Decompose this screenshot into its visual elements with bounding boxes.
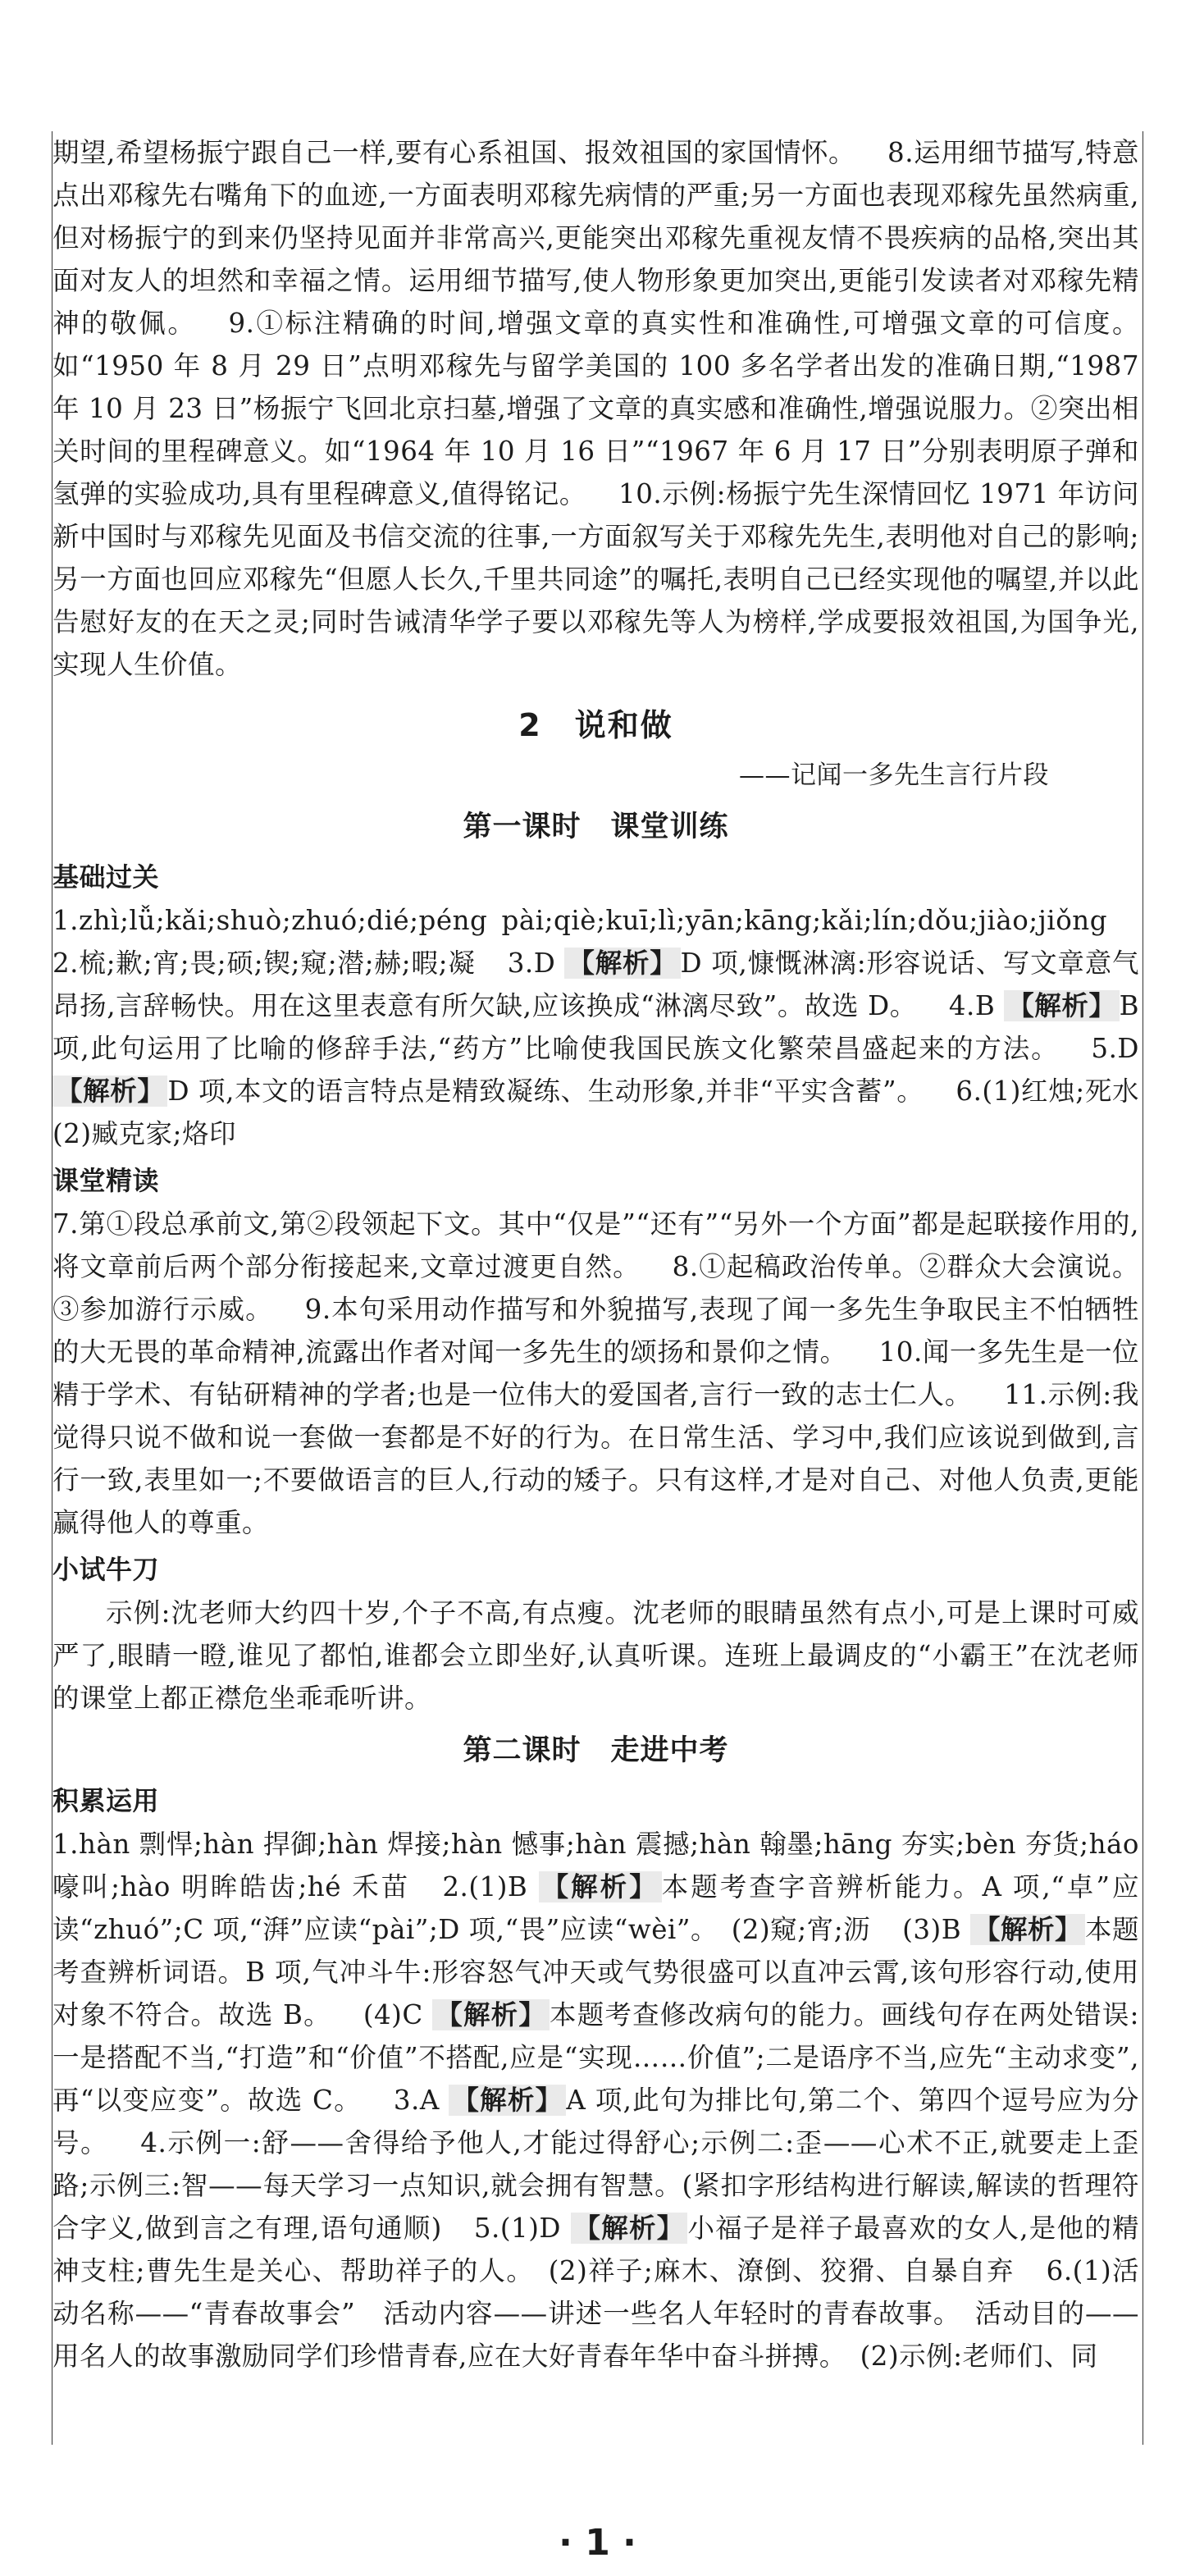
chapter-subtitle: ——记闻一多先生言行片段	[739, 760, 1049, 790]
analysis-tag: 【解析】	[571, 2213, 688, 2244]
basics-answers: 1.zhì;lǚ;kǎi;shuò;zhuó;dié;péng pài;qiè;kuī;lì;yān;kāng;kǎi;lín;dǒu;jiào;jiǒng2.梳;歉;宵;畏;硕;锲;窥;潜;赫;暇;凝 3.D 【解析】 D 项,慷慨淋漓:形容说话、写文章意气昂扬,言辞畅快。用在这里表意有所欠缺,应该换成“淋漓尽致”。故选 D。 4.B 【解析】 B 项,此句运用了比喻的修辞手法,“药方”比喻使我国民族文化繁荣昌盛起来的方法。 5.D 【解析】 D 项,本文的语言特点是精致凝练、生动形象,并非“平实含蓄”。 6.(1)红烛;死水 (2)臧克家;烙印	[52, 905, 1167, 1149]
practice-heading: 小试牛刀	[52, 1554, 160, 1585]
analysis-tag: 【解析】	[970, 1914, 1085, 1945]
lesson1-title: 第一课时 课堂训练	[463, 811, 729, 843]
basics-heading: 基础过关	[52, 861, 160, 893]
analysis-tag: 【解析】	[539, 1871, 662, 1902]
analysis-tag: 【解析】	[52, 1076, 167, 1107]
accumulate-answers: 1.hàn 剽悍;hàn 捍御;hàn 焊接;hàn 憾事;hàn 震撼;hàn 翰墨;hāng 夯实;bèn 夯货;háo 嚎叫;hào 明眸皓齿;hé 禾苗 2.(1)B 【解析】 本题考查字音辨析能力。A 项,“卓”应读“zhuó”;C 项,“湃”应读“pài”;D 项,“畏”应读“wèi”。 (2)窥;宵;沥 (3)B 【解析】 本题考查辨析词语。B 项,气冲斗牛:形容怒气冲天或气势很盛可以直冲云霄,该句形容行动,使用对象不符合。故选 B。 (4)C 【解析】 本题考查修改病句的能力。画线句存在两处错误:一是搭配不当,“打造”和“价值”不搭配,应是“实现……价值”;二是语序不当,应先“主动求变”,再“以变应变”。故选 C。 3.A 【解析】 A 项,此句为排比句,第二个、第四个逗号应为分号。 4.示例一:舒——舍得给予他人,才能过得舒心;示例二:歪——心术不正,就要走上歪路;示例三:智——每天学习一点知识,就会拥有智慧。(紧扣字形结构进行解读,解读的哲理符合字义,做到言之有理,语句通顺) 5.(1)D 【解析】 小福子是祥子最喜欢的女人,是他的精神支柱;曹先生是关心、帮助祥子的人。 (2)祥子;麻木、潦倒、狡猾、自暴自弃 6.(1)活动名称——“青春故事会” 活动内容——讲述一些名人年轻时的青春故事。 活动目的——用名人的故事激励同学们珍惜青春,应在大好青春年华中奋斗拼搏。 (2)示例:老师们、同	[52, 1829, 1140, 2372]
chapter-title: 2 说和做	[518, 707, 673, 743]
analysis-tag: 【解析】	[564, 948, 680, 979]
answers-previous-lesson: 期望,希望杨振宁跟自己一样,要有心系祖国、报效祖国的家国情怀。 8.运用细节描写,特意点出邓稼先右嘴角下的血迹,一方面表明邓稼先病情的严重;另一方面也表现邓稼先虽然病重,但对杨振宁的到来仍坚持见面并非常高兴,更能突出邓稼先重视友情不畏疾病的品格,突出其面对友人的坦然和幸福之情。运用细节描写,使人物形象更加突出,更能引发读者对邓稼先精神的敬佩。 9.①标注精确的时间,增强文章的真实性和准确性,可增强文章的可信度。如“1950 年 8 月 29 日”点明邓稼先与留学美国的 100 多名学者出发的准确日期,“1987 年 10 月 23 日”杨振宁飞回北京扫墓,增强了文章的真实感和准确性,增强说服力。②突出相关时间的里程碑意义。如“1964 年 10 月 16 日”“1967 年 6 月 17 日”分别表明原子弹和氢弹的实验成功,具有里程碑意义,值得铭记。 10.示例:杨振宁先生深情回忆 1971 年访问新中国时与邓稼先见面及书信交流的往事,一方面叙写关于邓稼先先生,表明他对自己的影响;另一方面也回应邓稼先“但愿人长久,千里共同途”的嘱托,表明自己已经实现他的嘱望,并以此告慰好友的在天之灵;同时告诫清华学子要以邓稼先等人为榜样,学成要报效祖国,为国争光,实现人生价值。	[52, 137, 1139, 680]
analysis-tag: 【解析】	[1004, 990, 1119, 1021]
page-number: · 1 ·	[559, 2522, 636, 2564]
practice-answer: 示例:沈老师大约四十岁,个子不高,有点瘦。沈老师的眼睛虽然有点小,可是上课时可威严了,眼睛一瞪,谁见了都怕,谁都会立即坐好,认真听课。连班上最调皮的“小霸王”在沈老师的课堂上都正襟危坐乖乖听讲。	[52, 1597, 1139, 1714]
reading-answers: 7.第①段总承前文,第②段领起下文。其中“仅是”“还有”“另外一个方面”都是起联接作用的,将文章前后两个部分衔接起来,文章过渡更自然。 8.①起稿政治传单。②群众大会演说。③参加游行示威。 9.本句采用动作描写和外貌描写,表现了闻一多先生争取民主不怕牺牲的大无畏的革命精神,流露出作者对闻一多先生的颂扬和景仰之情。 10.闻一多先生是一位精于学术、有钻研精神的学者;也是一位伟大的爱国者,言行一致的志士仁人。 11.示例:我觉得只说不做和说一套做一套都是不好的行为。在日常生活、学习中,我们应该说到做到,言行一致,表里如一;不要做语言的巨人,行动的矮子。只有这样,才是对自己、对他人负责,更能赢得他人的尊重。	[52, 1208, 1139, 1538]
lesson2-title: 第二课时 走进中考	[463, 1734, 729, 1767]
analysis-tag: 【解析】	[432, 1999, 550, 2030]
accumulate-heading: 积累运用	[52, 1785, 160, 1816]
answer-page	[52, 131, 1167, 2377]
analysis-tag: 【解析】	[449, 2085, 566, 2116]
reading-heading: 课堂精读	[52, 1165, 160, 1196]
